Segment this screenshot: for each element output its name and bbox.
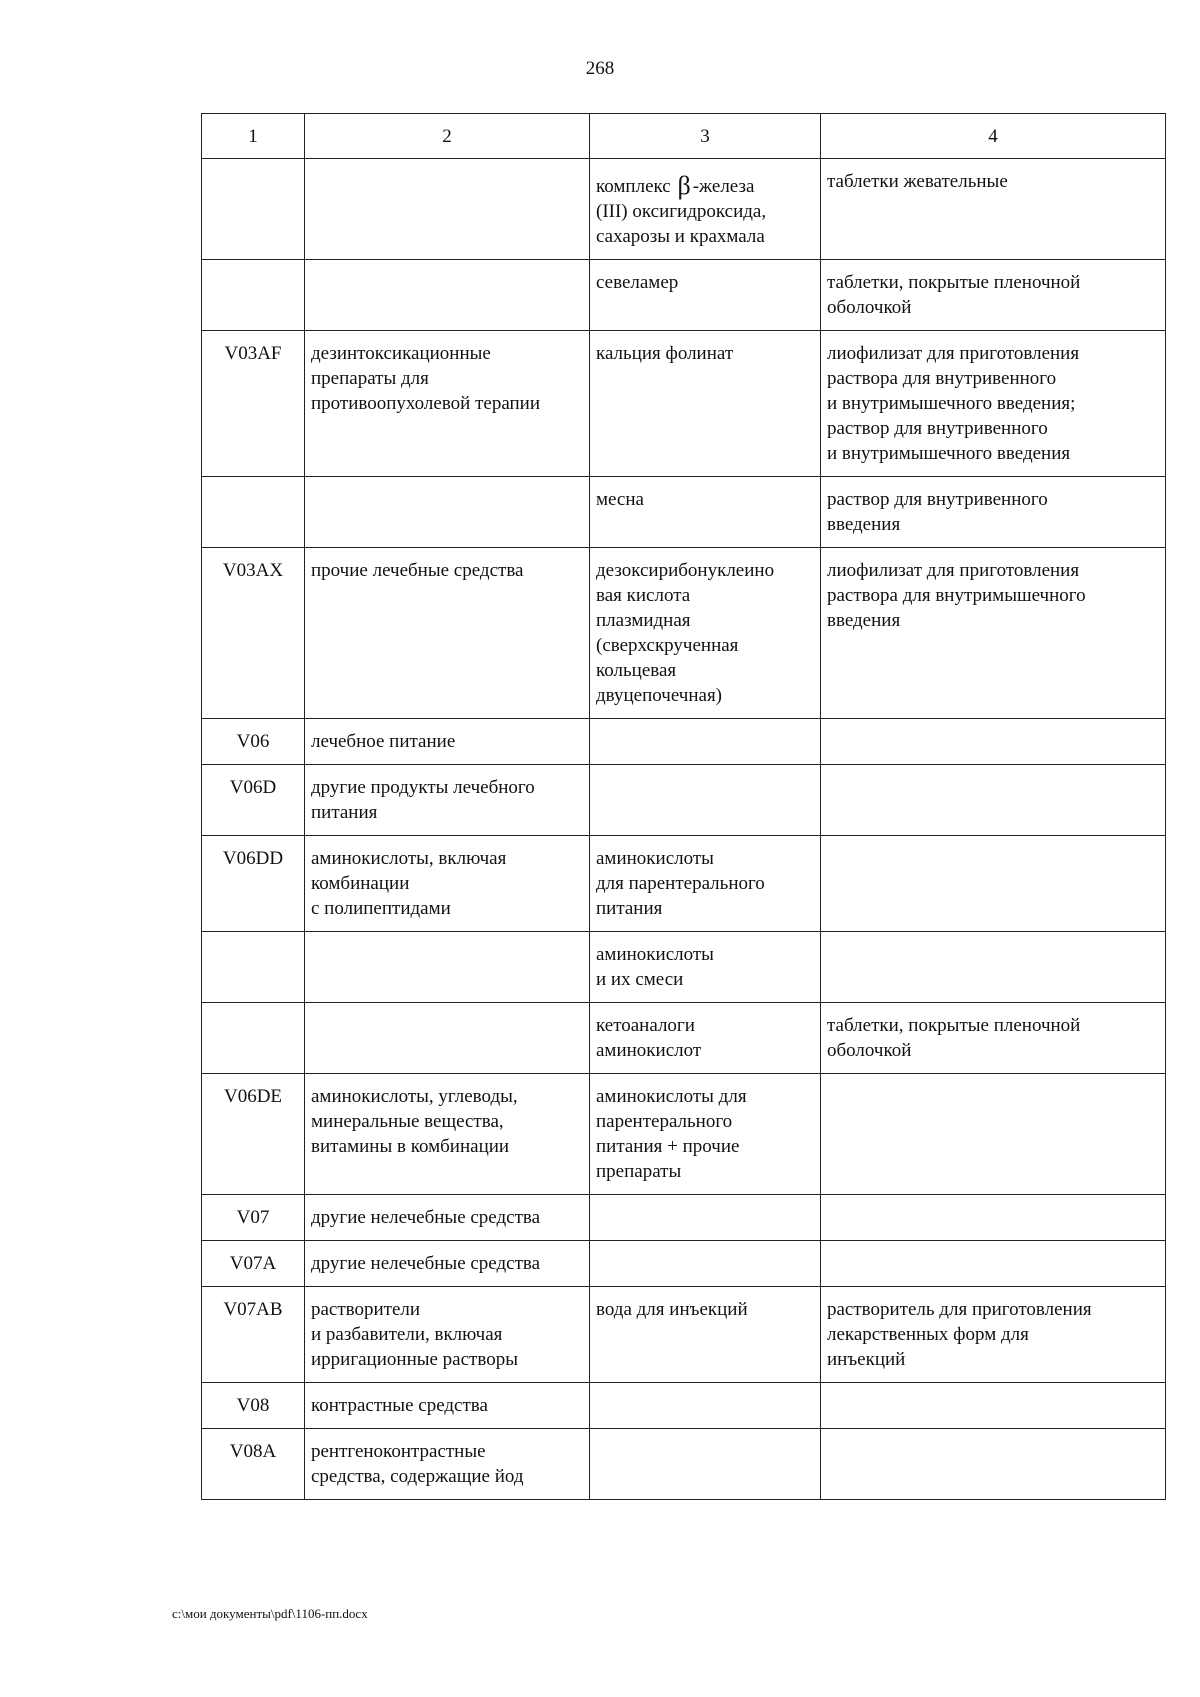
table-row	[202, 1195, 1166, 1241]
table-row	[202, 1287, 1166, 1383]
atc-code-cell: V06DE	[202, 1074, 305, 1195]
table-row	[202, 477, 1166, 548]
dosage-form-cell: лиофилизат для приготовления раствора для внутримышечного введения	[821, 548, 1166, 719]
table-row	[202, 260, 1166, 331]
table-row	[202, 765, 1166, 836]
substance-cell: месна	[590, 477, 821, 548]
file-path-footer: c:\мои документы\pdf\1106-пп.docx	[172, 1606, 368, 1621]
substance-cell: вода для инъекций	[590, 1287, 821, 1383]
substance-cell	[590, 1383, 821, 1429]
group-cell: другие нелечебные средства	[305, 1195, 590, 1241]
atc-code-cell: V07AB	[202, 1287, 305, 1383]
table-row	[202, 836, 1166, 932]
beta-symbol: β	[677, 171, 691, 200]
atc-code-cell: V06	[202, 719, 305, 765]
group-cell	[305, 932, 590, 1003]
atc-code-cell: V07A	[202, 1241, 305, 1287]
column-header-4: 4	[821, 114, 1166, 159]
substance-cell: аминокислоты для парентерального питания + прочие препараты	[590, 1074, 821, 1195]
atc-code-cell	[202, 260, 305, 331]
dosage-form-cell: растворитель для приготовления лекарственных форм для инъекций	[821, 1287, 1166, 1383]
dosage-form-cell	[821, 1195, 1166, 1241]
column-header-2: 2	[305, 114, 590, 159]
table-row	[202, 331, 1166, 477]
group-cell: рентгеноконтрастные средства, содержащие йод	[305, 1429, 590, 1500]
group-cell	[305, 1003, 590, 1074]
table-row	[202, 1074, 1166, 1195]
dosage-form-cell	[821, 1074, 1166, 1195]
atc-code-cell: V06D	[202, 765, 305, 836]
drug-classification-table	[201, 113, 1166, 1500]
group-cell: растворители и разбавители, включая ирригационные растворы	[305, 1287, 590, 1383]
atc-code-cell	[202, 1003, 305, 1074]
substance-cell: кетоаналоги аминокислот	[590, 1003, 821, 1074]
group-cell	[305, 260, 590, 331]
table-row	[202, 1429, 1166, 1500]
table-row	[202, 719, 1166, 765]
substance-cell	[590, 765, 821, 836]
dosage-form-cell	[821, 765, 1166, 836]
table-row	[202, 159, 1166, 260]
page-number: 268	[585, 58, 615, 79]
substance-cell	[590, 1429, 821, 1500]
group-cell: дезинтоксикационные препараты для противоопухолевой терапии	[305, 331, 590, 477]
column-header-3: 3	[590, 114, 821, 159]
group-cell: контрастные средства	[305, 1383, 590, 1429]
atc-code-cell: V07	[202, 1195, 305, 1241]
substance-cell: аминокислоты для парентерального питания	[590, 836, 821, 932]
dosage-form-cell	[821, 1429, 1166, 1500]
dosage-form-cell	[821, 1383, 1166, 1429]
table-row	[202, 1383, 1166, 1429]
substance-cell	[590, 1241, 821, 1287]
atc-code-cell: V03AX	[202, 548, 305, 719]
substance-cell: кальция фолинат	[590, 331, 821, 477]
group-cell: лечебное питание	[305, 719, 590, 765]
dosage-form-cell	[821, 1241, 1166, 1287]
group-cell: другие продукты лечебного питания	[305, 765, 590, 836]
atc-code-cell: V06DD	[202, 836, 305, 932]
atc-code-cell	[202, 477, 305, 548]
substance-cell: аминокислоты и их смеси	[590, 932, 821, 1003]
table-row	[202, 1241, 1166, 1287]
group-cell: прочие лечебные средства	[305, 548, 590, 719]
dosage-form-cell	[821, 719, 1166, 765]
table-header-row	[202, 114, 1166, 159]
table-row	[202, 932, 1166, 1003]
dosage-form-cell: таблетки жевательные	[821, 159, 1166, 260]
group-cell: аминокислоты, включая комбинации с полипептидами	[305, 836, 590, 932]
group-cell: аминокислоты, углеводы, минеральные вещества, витамины в комбинации	[305, 1074, 590, 1195]
dosage-form-cell	[821, 932, 1166, 1003]
substance-cell: дезоксирибонуклеино вая кислота плазмидная (сверхскрученная кольцевая двуцепочечная)	[590, 548, 821, 719]
substance-cell: севеламер	[590, 260, 821, 331]
atc-code-cell: V08	[202, 1383, 305, 1429]
atc-code-cell: V08A	[202, 1429, 305, 1500]
column-header-1: 1	[202, 114, 305, 159]
dosage-form-cell: таблетки, покрытые пленочной оболочкой	[821, 1003, 1166, 1074]
table-row	[202, 548, 1166, 719]
dosage-form-cell: лиофилизат для приготовления раствора для внутривенного и внутримышечного введения; раствор для внутривенного и внутримышечного введения	[821, 331, 1166, 477]
table-row	[202, 1003, 1166, 1074]
atc-code-cell	[202, 932, 305, 1003]
atc-code-cell: V03AF	[202, 331, 305, 477]
dosage-form-cell	[821, 836, 1166, 932]
substance-cell	[590, 1195, 821, 1241]
substance-cell: комплекс β -железа (III) оксигидроксида, сахарозы и крахмала	[590, 159, 821, 260]
group-cell	[305, 477, 590, 548]
group-cell	[305, 159, 590, 260]
dosage-form-cell: таблетки, покрытые пленочной оболочкой	[821, 260, 1166, 331]
atc-code-cell	[202, 159, 305, 260]
dosage-form-cell: раствор для внутривенного введения	[821, 477, 1166, 548]
group-cell: другие нелечебные средства	[305, 1241, 590, 1287]
substance-cell	[590, 719, 821, 765]
